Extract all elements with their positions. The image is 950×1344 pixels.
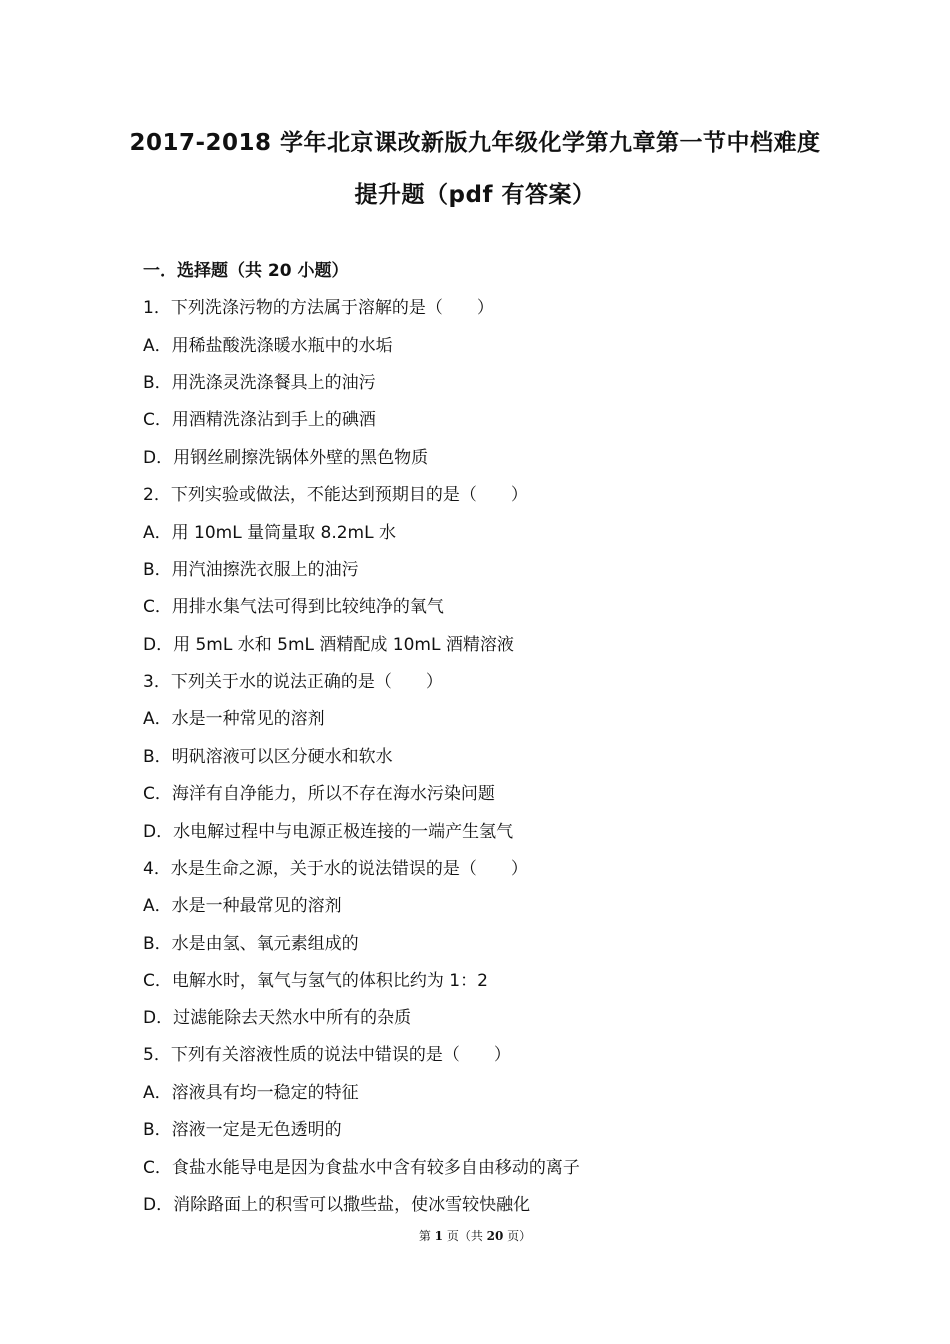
question-2-option-c: C．用排水集气法可得到比较纯净的氧气 [143,597,444,617]
question-2: 2．下列实验或做法，不能达到预期目的是（ ） [143,485,528,505]
question-1-option-d: D．用钢丝刷擦洗锅体外壁的黑色物质 [143,448,429,468]
question-1-option-c: C．用酒精洗涤沾到手上的碘酒 [143,410,376,430]
question-2-option-b: B．用汽油擦洗衣服上的油污 [143,560,359,580]
question-4-option-d: D．过滤能除去天然水中所有的杂质 [143,1008,412,1028]
question-1: 1．下列洗涤污物的方法属于溶解的是（ ） [143,298,494,318]
question-3-option-c: C．海洋有自净能力，所以不存在海水污染问题 [143,784,495,804]
document-title-line-1: 2017-2018 学年北京课改新版九年级化学第九章第一节中档难度 [129,130,821,156]
question-4-option-b: B．水是由氢、氧元素组成的 [143,934,359,954]
question-1-option-b: B．用洗涤灵洗涤餐具上的油污 [143,373,376,393]
question-3-option-b: B．明矾溶液可以区分硬水和软水 [143,747,393,767]
question-5-option-a: A．溶液具有均一稳定的特征 [143,1083,359,1103]
question-5: 5．下列有关溶液性质的说法中错误的是（ ） [143,1045,511,1065]
question-3-option-d: D．水电解过程中与电源正极连接的一端产生氢气 [143,822,514,842]
page-footer [0,1227,950,1244]
question-3: 3．下列关于水的说法正确的是（ ） [143,672,443,692]
question-2-option-a: A．用 10mL 量筒量取 8.2mL 水 [143,523,396,543]
question-2-option-d: D．用 5mL 水和 5mL 酒精配成 10mL 酒精溶液 [143,635,514,655]
question-4-option-a: A．水是一种最常见的溶剂 [143,896,342,916]
question-5-option-c: C．食盐水能导电是因为食盐水中含有较多自由移动的离子 [143,1158,580,1178]
footer-suffix: 页） [503,1229,532,1243]
footer-prefix: 第 [418,1229,435,1243]
question-5-option-b: B．溶液一定是无色透明的 [143,1120,342,1140]
document-title-line-2: 提升题（pdf 有答案） [354,182,596,208]
question-4: 4．水是生命之源，关于水的说法错误的是（ ） [143,859,528,879]
question-5-option-d: D．消除路面上的积雪可以撒些盐，使冰雪较快融化 [143,1195,531,1215]
question-4-option-c: C．电解水时，氧气与氢气的体积比约为 1：2 [143,971,488,991]
question-3-option-a: A．水是一种常见的溶剂 [143,709,325,729]
section-heading: 一．选择题（共 20 小题） [143,261,349,281]
question-1-option-a: A．用稀盐酸洗涤暖水瓶中的水垢 [143,336,393,356]
footer-page-number: 1 [434,1229,443,1243]
footer-middle: 页（共 [443,1229,487,1243]
footer-total-pages: 20 [486,1229,504,1243]
